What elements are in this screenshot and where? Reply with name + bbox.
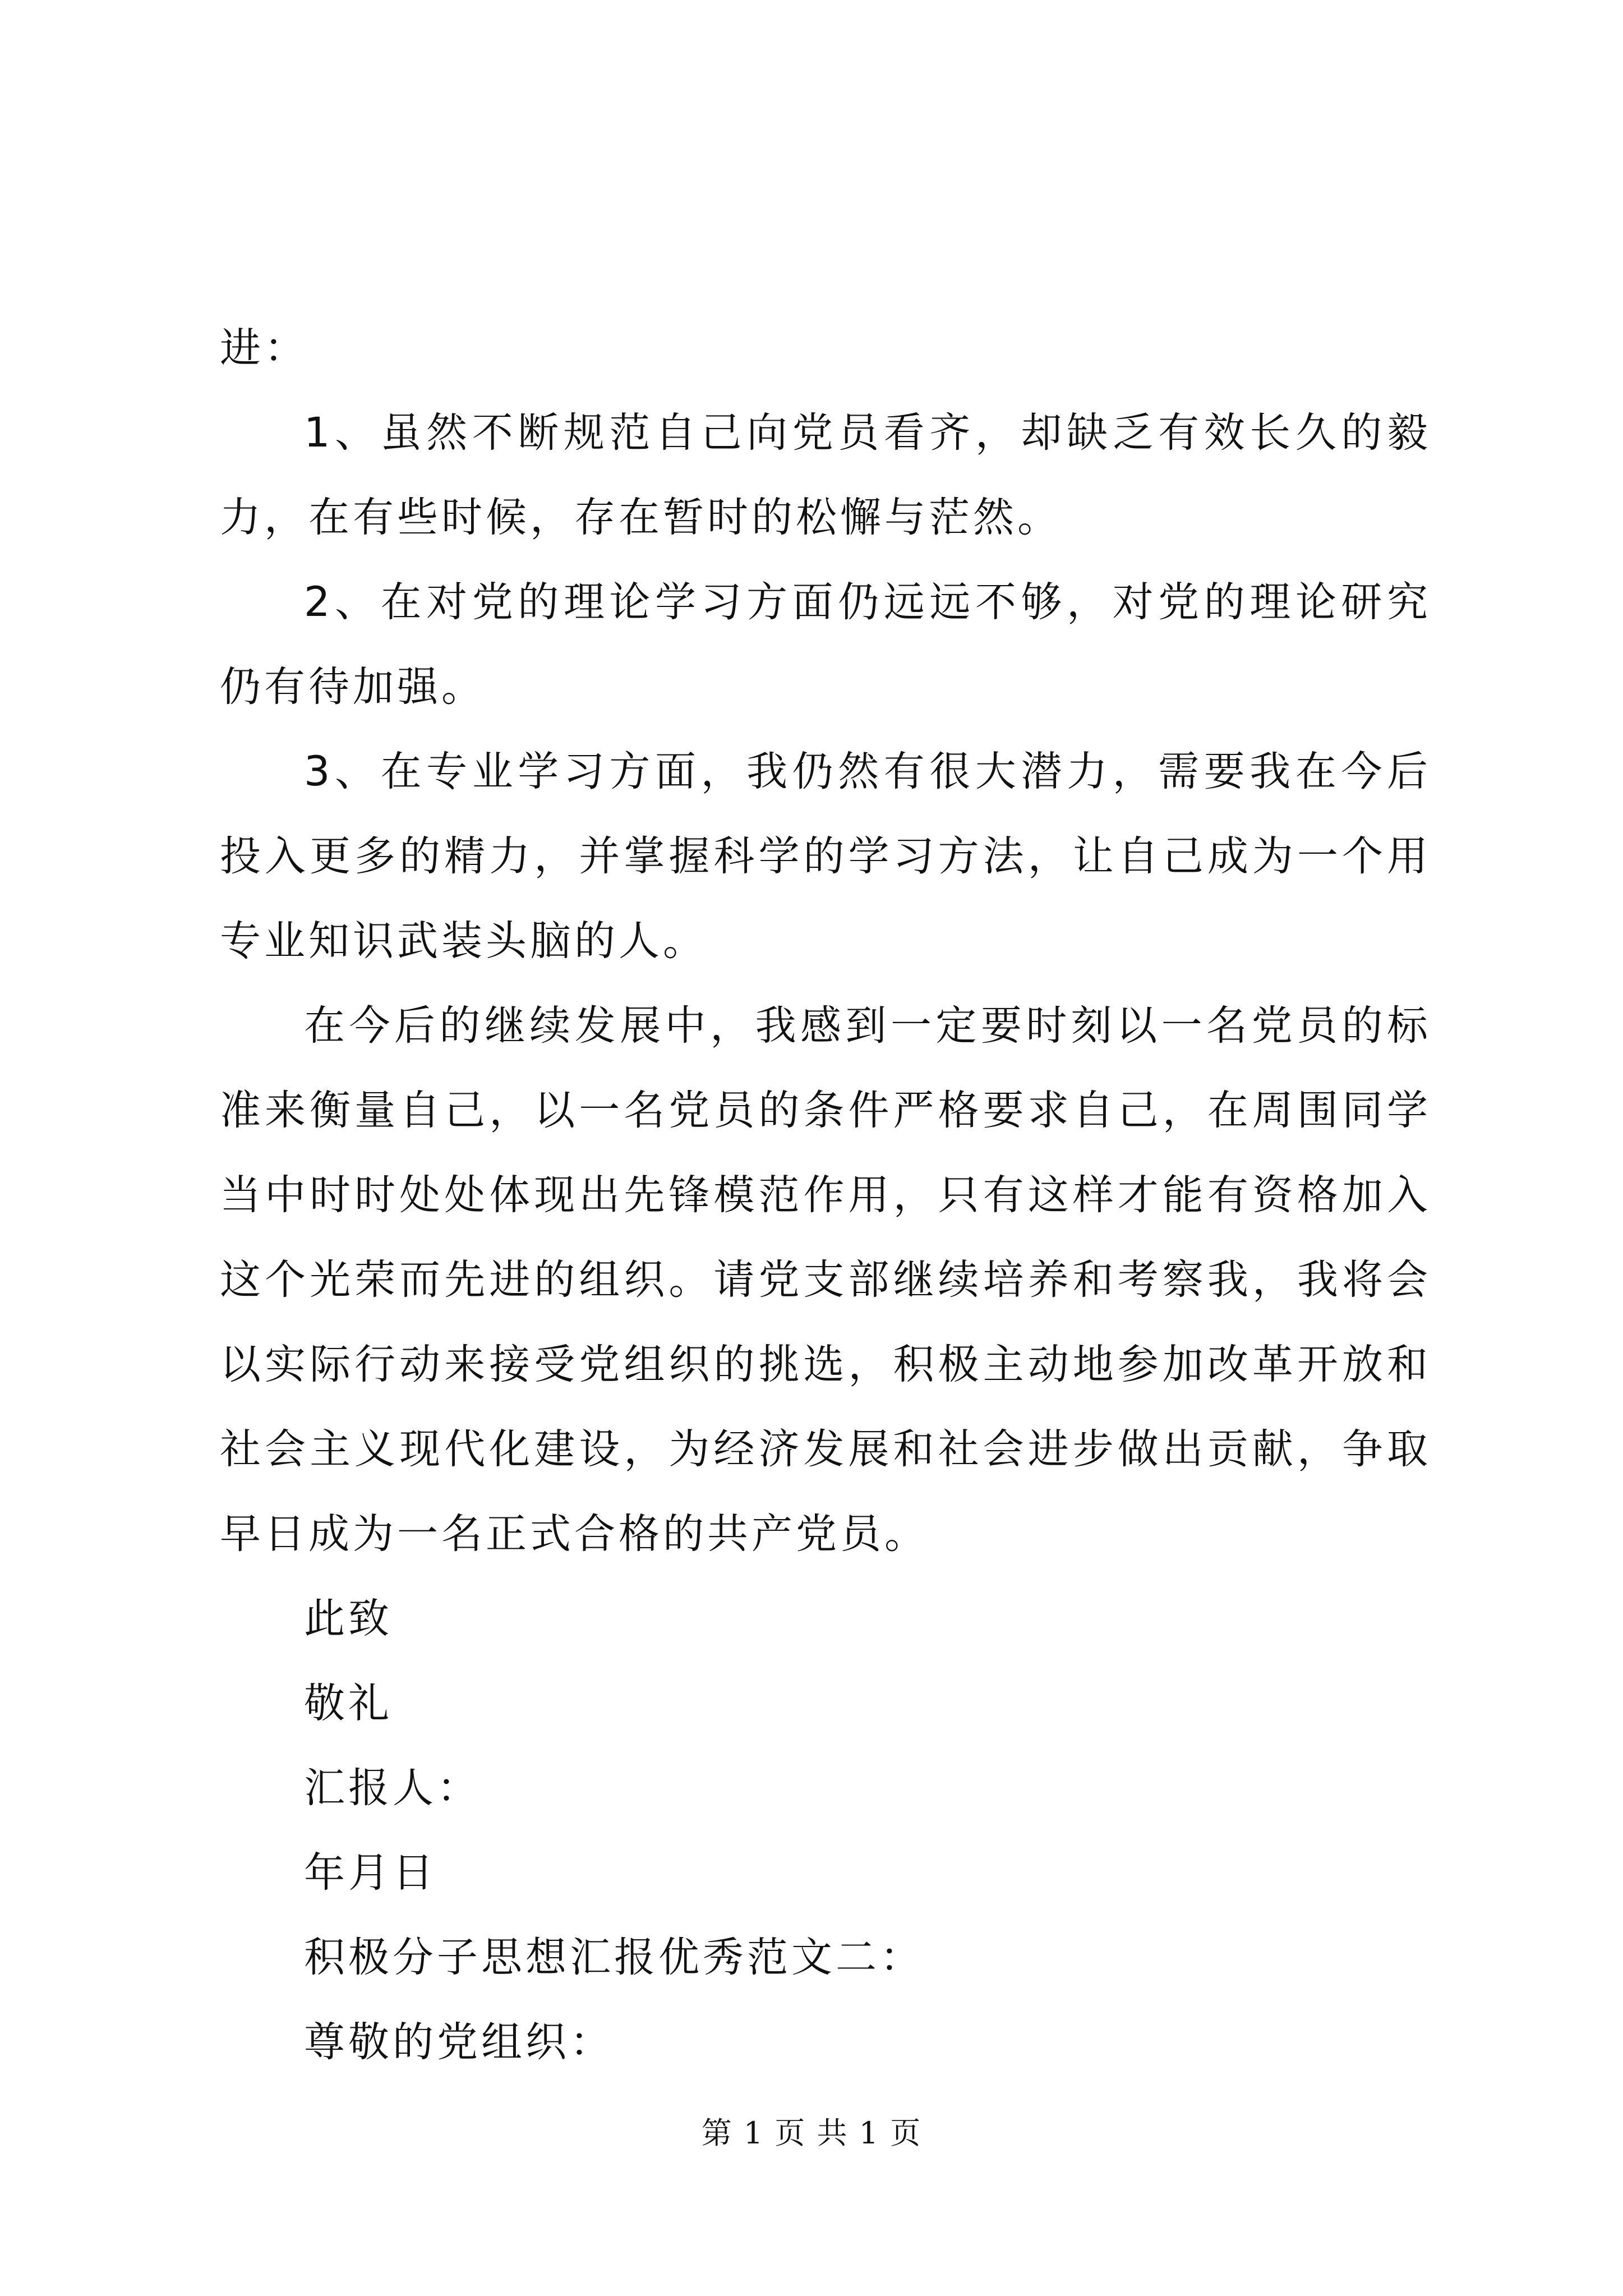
regards-line: 敬礼 xyxy=(304,1680,393,1727)
paragraph-continuation: 进： xyxy=(220,324,308,372)
page-number-footer: 第 1 页 共 1 页 xyxy=(701,2115,922,2151)
date-line: 年月日 xyxy=(304,1849,437,1897)
paragraph-conclusion: 在今后的继续发展中，我感到一定要时刻以一名党员的标准来衡量自己，以一名党员的条件严格要求自己，在周围同学当中时时处处体现出先锋模范作用，只有这样才能有资格加入这个光荣而先进的组织。请党支部继续培养和考察我，我将会以实际行动来接受党组织的挑选，积极主动地参加改革开放和社会主义现代化建设，为经济发展和社会进步做出贡献，争取早日成为一名正式合格的共产党员。 xyxy=(220,1002,1431,1558)
document-body xyxy=(220,306,1431,2085)
section-heading: 积极分子思想汇报优秀范文二： xyxy=(304,1934,924,1981)
paragraph-item-1: 1、虽然不断规范自己向党员看齐，却缺乏有效长久的毅力，在有些时候，存在暂时的松懈与茫然。 xyxy=(220,409,1431,541)
reporter-line: 汇报人： xyxy=(304,1764,481,1812)
salutation-line: 此致 xyxy=(304,1595,393,1642)
paragraph-item-3: 3、在专业学习方面，我仍然有很大潜力，需要我在今后投入更多的精力，并掌握科学的学习方法，让自己成为一个用专业知识武装头脑的人。 xyxy=(220,748,1431,965)
paragraph-item-2: 2、在对党的理论学习方面仍远远不够，对党的理论研究仍有待加强。 xyxy=(220,578,1431,711)
greeting-line: 尊敬的党组织： xyxy=(304,2018,614,2066)
